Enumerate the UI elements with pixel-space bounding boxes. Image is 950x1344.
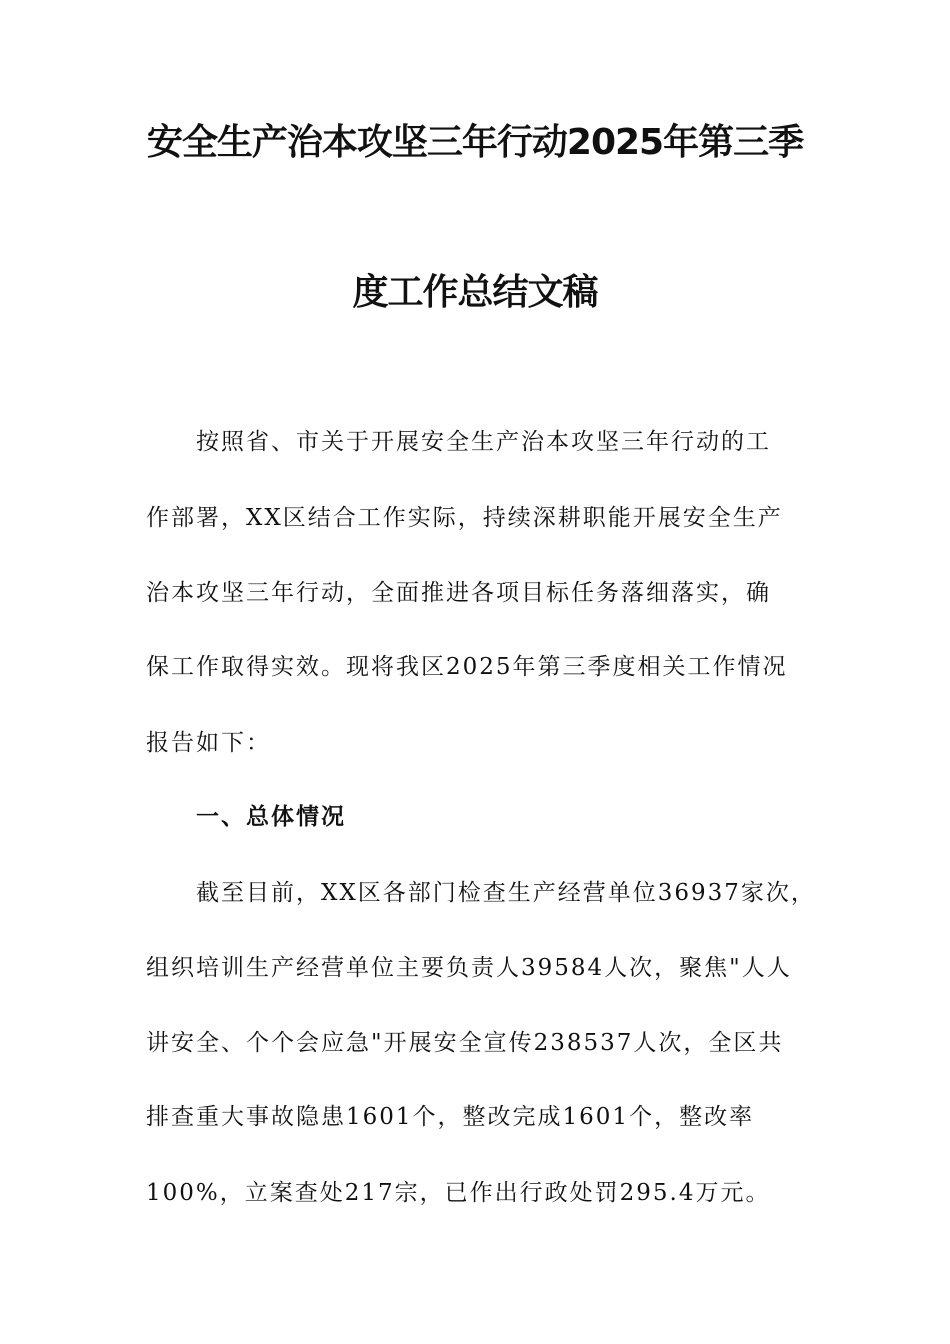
intro-paragraph-line-5: 报告如下： [146,730,271,756]
document-title-line-1: 安全生产治本攻坚三年行动2025年第三季 [146,122,804,163]
overview-paragraph-line-2: 组织培训生产经营单位主要负责人39584人次，聚焦"人人 [146,955,792,981]
document-title-line-2: 度工作总结文稿 [352,272,598,313]
overview-paragraph-line-1: 截至目前，XX区各部门检查生产经营单位36937家次， [196,880,816,906]
section-heading-overview: 一、总体情况 [196,803,346,830]
overview-paragraph-line-5: 100%，立案查处217宗，已作出行政处罚295.4万元。 [146,1180,771,1206]
intro-paragraph-line-2: 作部署，XX区结合工作实际，持续深耕职能开展安全生产 [146,505,783,531]
intro-paragraph-line-1: 按照省、市关于开展安全生产治本攻坚三年行动的工 [196,429,771,455]
intro-paragraph-line-4: 保工作取得实效。现将我区2025年第三季度相关工作情况 [146,654,788,680]
overview-paragraph-line-3: 讲安全、个个会应急"开展安全宣传238537人次，全区共 [146,1030,784,1056]
overview-paragraph-line-4: 排查重大事故隐患1601个，整改完成1601个，整改率 [146,1104,755,1130]
intro-paragraph-line-3: 治本攻坚三年行动，全面推进各项目标任务落细落实，确 [146,580,771,606]
